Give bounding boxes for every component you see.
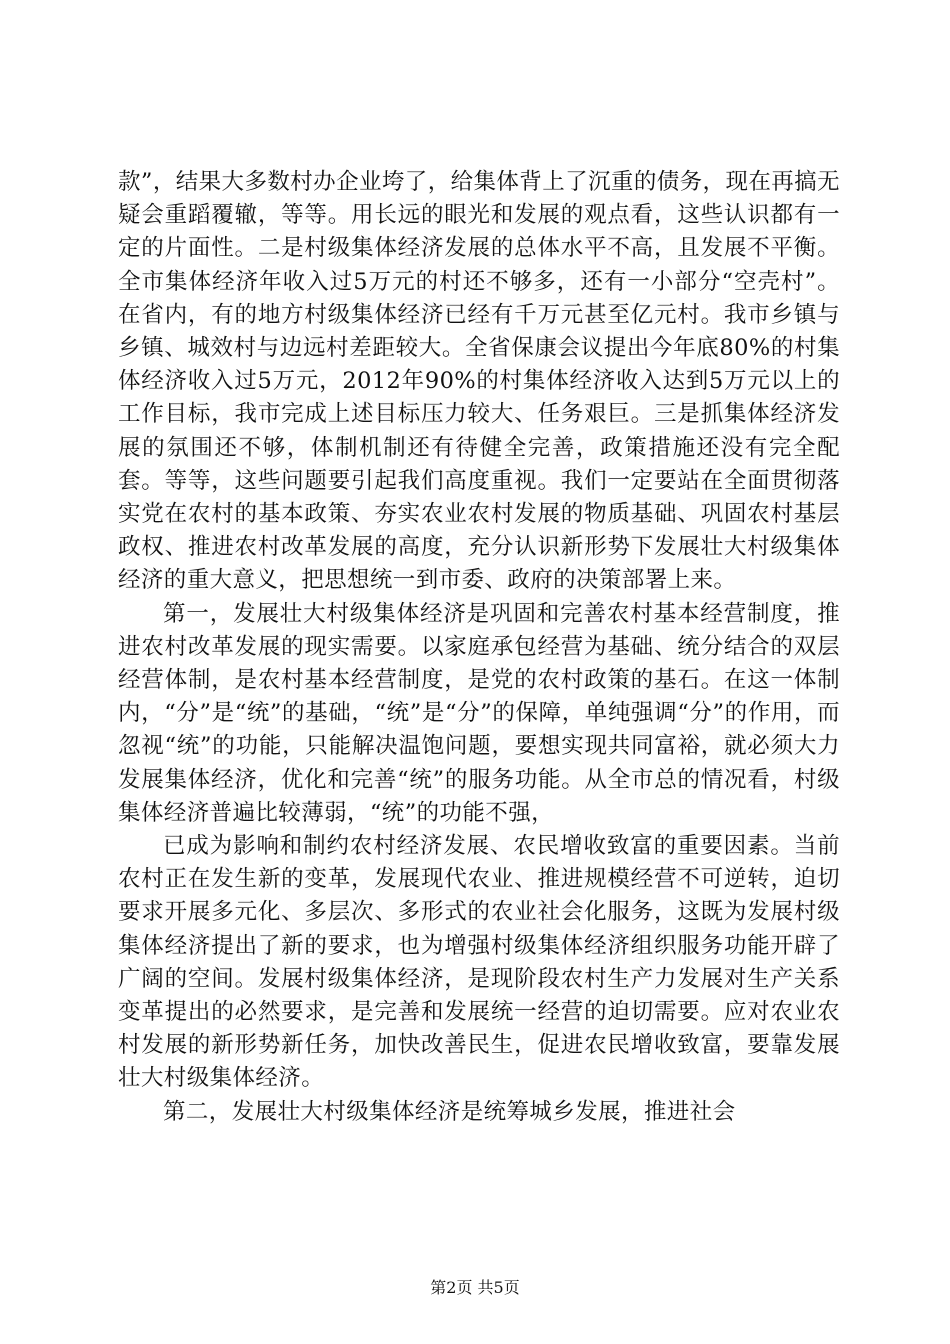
- paragraph-4: 第二，发展壮大村级集体经济是统筹城乡发展，推进社会: [163, 1098, 736, 1125]
- page-number-label: 第2页 共5页: [430, 1278, 520, 1297]
- paragraph-3: 已成为影响和制约农村经济发展、农民增收致富的重要因素。当前农村正在发生新的变革，发展现代农业、推进规模经营不可逆转，迫切要求开展多元化、多层次、多形式的农业社会化服务，这既为发展村级集体经济提出了新的要求，也为增强村级集体经济组织服务功能开辟了广阔的空间。发展村级集体经济，是现阶段农村生产力发展对生产关系变革提出的必然要求，是完善和发展统一经营的迫切需要。应对农业农村发展的新形势新任务，加快改善民生，促进农民增收致富，要靠发展壮大村级集体经济。: [118, 833, 840, 1092]
- paragraph-2: 第一，发展壮大村级集体经济是巩固和完善农村基本经营制度，推进农村改革发展的现实需要。以家庭承包经营为基础、统分结合的双层经营体制，是农村基本经营制度，是党的农村政策的基石。在这一体制内，“分”是“统”的基础，“统”是“分”的保障，单纯强调“分”的作用，而忽视“统”的功能，只能解决温饱问题，要想实现共同富裕，就必须大力发展集体经济，优化和完善“统”的服务功能。从全市总的情况看，村级集体经济普遍比较薄弱，“统”的功能不强，: [118, 600, 840, 826]
- document-body: [118, 166, 840, 1129]
- paragraph-1: 款”，结果大多数村办企业垮了，给集体背上了沉重的债务，现在再搞无疑会重蹈覆辙，等等。用长远的眼光和发展的观点看，这些认识都有一定的片面性。二是村级集体经济发展的总体水平不高，且发展不平衡。全市集体经济年收入过5万元的村还不够多，还有一小部分“空壳村”。在省内，有的地方村级集体经济已经有千万元甚至亿元村。我市乡镇与乡镇、城效村与边远村差距较大。全省保康会议提出今年底80%的村集体经济收入过5万元，2012年90%的村集体经济收入达到5万元以上的工作目标，我市完成上述目标压力较大、任务艰巨。三是抓集体经济发展的氛围还不够，体制机制还有待健全完善，政策措施还没有完全配套。等等，这些问题要引起我们高度重视。我们一定要站在全面贯彻落实党在农村的基本政策、夯实农业农村发展的物质基础、巩固农村基层政权、推进农村改革发展的高度，充分认识新形势下发展壮大村级集体经济的重大意义，把思想统一到市委、政府的决策部署上来。: [118, 169, 840, 594]
- page-footer: [0, 1278, 950, 1298]
